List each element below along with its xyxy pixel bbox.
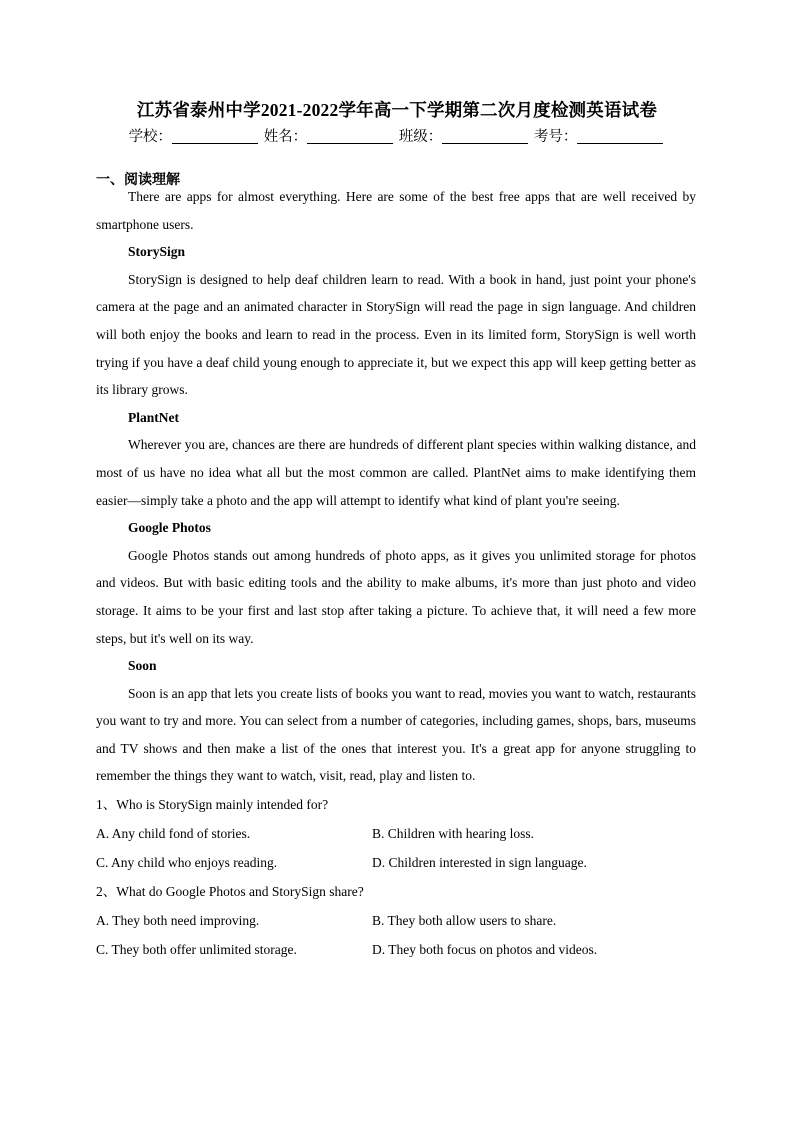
app-heading-google-photos: Google Photos: [128, 520, 211, 536]
question-1-option-c[interactable]: C. Any child who enjoys reading.: [96, 855, 278, 871]
question-1-option-d[interactable]: D. Children interested in sign language.: [372, 855, 587, 871]
question-1-options-row-2: [96, 848, 696, 877]
question-2-options-row-1: [96, 906, 696, 935]
class-label: 班级：: [398, 129, 443, 145]
question-2-options-row-2: [96, 935, 696, 964]
exam-number-blank[interactable]: [577, 129, 663, 144]
question-2-option-c[interactable]: C. They both offer unlimited storage.: [96, 942, 297, 958]
exam-title: 江苏省泰州中学2021-2022学年高一下学期第二次月度检测英语试卷: [136, 100, 658, 120]
app-heading-storysign: StorySign: [128, 244, 186, 260]
app-paragraph-soon: Soon is an app that lets you create lists of books you want to read, movies you want to watch, restaurants you want to try and more. You can select from a number of categories, including games, shops, bars, museums and TV shows and then make a list of the ones that interest you. It's a great app for anyone struggling to remember the things they want to watch, visit, read, play and listen to.: [96, 685, 696, 784]
question-1-options-row-1: [96, 819, 696, 848]
class-blank[interactable]: [442, 129, 528, 144]
question-1-stem: 1、Who is StorySign mainly intended for?: [96, 797, 329, 813]
app-heading-plantnet: PlantNet: [128, 409, 179, 425]
student-info-line: [0, 125, 794, 146]
question-2-option-a[interactable]: A. They both need improving.: [96, 913, 260, 929]
app-heading-soon: Soon: [128, 658, 157, 674]
app-paragraph-plantnet: Wherever you are, chances are there are hundreds of different plant species within walking distance, and most of us have no idea what all but the most common are called. PlantNet aims to make identifying them easier—simply take a photo and the app will attempt to identify what kind of plant you're seeing.: [96, 437, 696, 508]
question-2-option-b[interactable]: B. They both allow users to share.: [372, 913, 557, 929]
question-2-stem: 2、What do Google Photos and StorySign share?: [96, 884, 364, 900]
app-paragraph-storysign: StorySign is designed to help deaf children learn to read. With a book in hand, just point your phone's camera at the page and an animated character in StorySign will read the page in sign language. And children will both enjoy the books and learn to read in the process. Even in its limited form, StorySign is well worth trying if you have a deaf child young enough to appreciate it, but we expect this app will keep getting better as its library grows.: [96, 271, 696, 398]
exam-number-label: 考号：: [533, 129, 578, 145]
intro-paragraph: There are apps for almost everything. Here are some of the best free apps that are well received by smartphone users.: [96, 189, 696, 232]
reading-passage: [96, 183, 696, 964]
name-blank[interactable]: [307, 129, 393, 144]
question-1-option-a[interactable]: A. Any child fond of stories.: [96, 826, 251, 842]
app-paragraph-google-photos: Google Photos stands out among hundreds of photo apps, as it gives you unlimited storage for photos and videos. But with basic editing tools and the ability to make albums, it's more than just photo and video storage. It aims to be your first and last stop after taking a picture. To achieve that, it will need a few more steps, but it's well on its way.: [96, 547, 696, 646]
question-1-option-b[interactable]: B. Children with hearing loss.: [372, 826, 534, 842]
school-label: 学校：: [128, 129, 173, 145]
section-title: 一、阅读理解: [96, 173, 180, 188]
school-blank[interactable]: [172, 129, 258, 144]
question-2-option-d[interactable]: D. They both focus on photos and videos.: [372, 942, 598, 958]
name-label: 姓名：: [263, 129, 308, 145]
